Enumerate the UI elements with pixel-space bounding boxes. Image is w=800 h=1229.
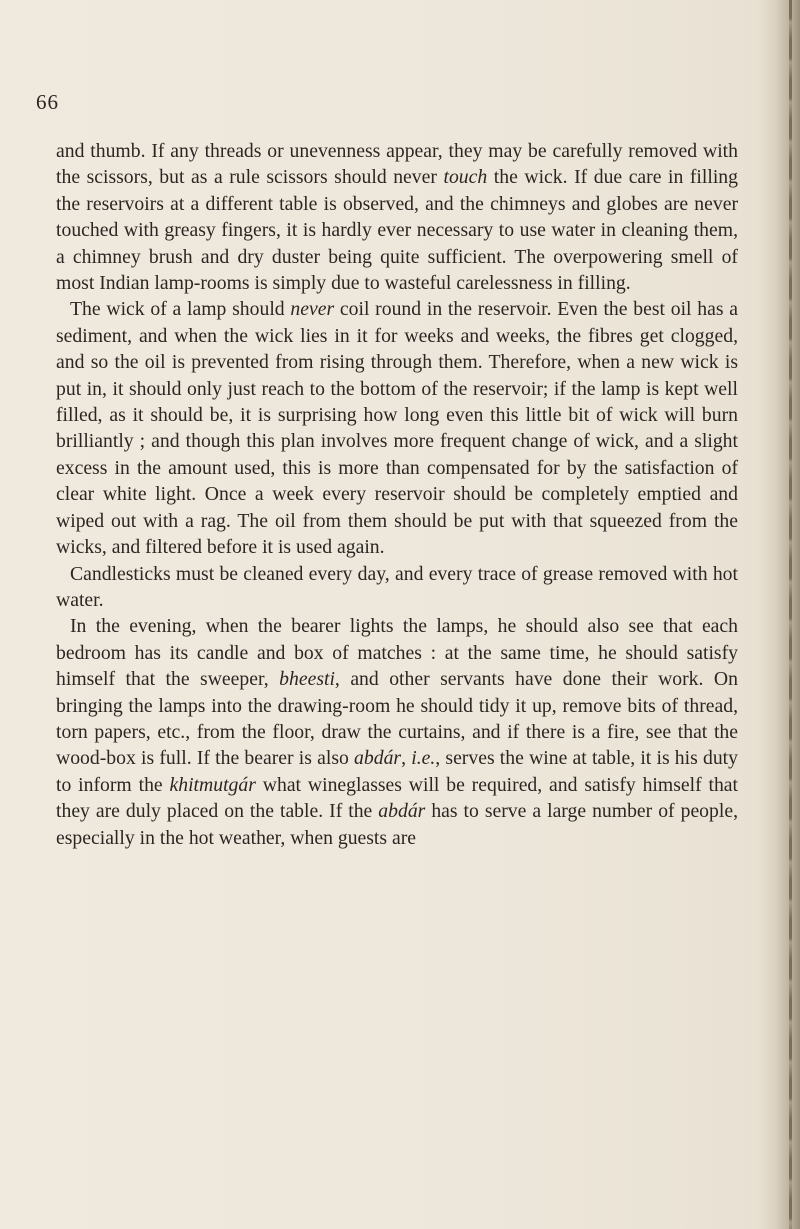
text-run: what wineglasses will be required, and satisfy himself that they are duly placed on the table. If the — [56, 773, 738, 823]
italic-text-run: abdár — [378, 800, 426, 823]
text-run: has to serve a large number of people, especially in the hot weather, when guests are — [56, 800, 738, 849]
italic-text-run: khitmutgár — [169, 773, 256, 796]
page-number: 66 — [36, 90, 59, 114]
text-run: and thumb. If any threads or unevenness appear, they may be carefully removed with the scissors, but as a rule scissors should never — [56, 140, 738, 189]
body-text — [56, 138, 738, 851]
page-binding-edge — [789, 0, 792, 1229]
paragraph-4 — [56, 613, 738, 851]
paragraph-2 — [56, 296, 738, 560]
text-run: , — [401, 747, 412, 770]
page-edge-shadow — [758, 0, 800, 1229]
text-run: , serves the wine at table, it is his duty to inform the — [56, 747, 738, 796]
text-run: coil round in the reservoir. Even the best oil has a sediment, and when the wick lies in it for weeks and weeks, the fibres get clogged, and so the oil is prevented from rising through them. Therefore, when a new wick is put in, it should only just reach to the bottom of the reservoir; if the lamp is kept well filled, as it should be, it is surprising how long even this little bit of wick will burn brilliantly ; and though this plan involves more frequent change of wick, and a slight excess in the amount used, this is more than compensated for by the satisfaction of clear white light. Once a week every reservoir should be completely emptied and wiped out with a rag. The oil from them should be put with that squeezed from the wicks, and filtered before it is used again. — [56, 298, 738, 559]
text-run: , and other servants have done their work. On bringing the lamps into the drawing-room he should tidy it up, remove bits of thread, torn papers, etc., from the floor, draw the curtains, and if there is a fire, see that the wood-box is full. If the bearer is also — [56, 668, 738, 770]
italic-text-run: touch — [443, 166, 488, 189]
italic-text-run: i.e. — [411, 747, 436, 770]
italic-text-run: never — [290, 298, 335, 321]
italic-text-run: abdár — [354, 747, 402, 770]
text-run: In the evening, when the bearer lights the lamps, he should also see that each bedroom has its candle and box of matches : at the same time, he should satisfy himself that the sweeper, — [56, 615, 738, 691]
paragraph-1 — [56, 138, 738, 296]
text-run: the wick. If due care in filling the reservoirs at a different table is observed, and the chimneys and globes are never touched with greasy fingers, it is hardly ever necessary to use water in cleaning them, a chimney brush and dry duster being quite sufficient. The overpowering smell of most Indian lamp-rooms is simply due to wasteful carelessness in filling. — [56, 166, 738, 295]
paragraph-3 — [56, 561, 738, 614]
italic-text-run: bheesti — [279, 668, 335, 691]
text-run: The wick of a lamp should — [70, 298, 291, 321]
text-run: Candlesticks must be cleaned every day, and every trace of grease removed with hot water. — [56, 562, 738, 611]
